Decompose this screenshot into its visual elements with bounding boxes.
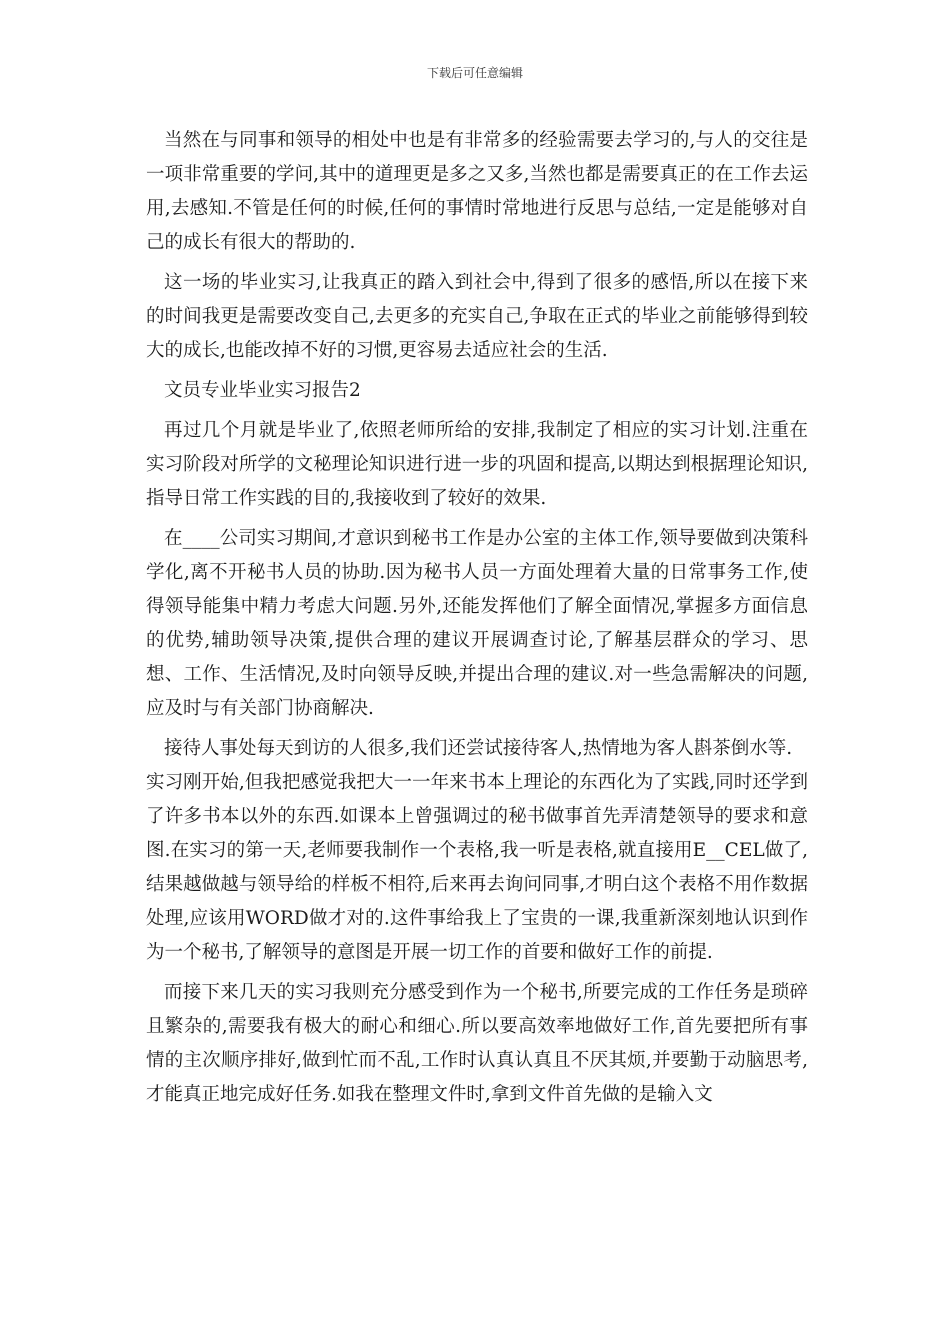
section-heading: 文员专业毕业实习报告2 (164, 380, 361, 401)
paragraph-6: 实习刚开始,但我把感觉我把大一一年来书本上理论的东西化为了实践,同时还学到了许多书本以外的东西.如课本上曾强调过的秘书做事首先弄清楚领导的要求和意图.在实习的第一天,老师要我制作一个表格,我一听是表格,就直接用E__CEL做了,结果越做越与领导给的样板不相符,后来再去询问同事,才明白这个表格不用作数据处理,应该用WORD做才对的.这件事给我上了宝贵的一课,我重新深刻地认识到作为一个秘书,了解领导的意图是开展一切工作的首要和做好工作的前提. (146, 772, 808, 963)
paragraph-4: 在____公司实习期间,才意识到秘书工作是办公室的主体工作,领导要做到决策科学化,离不开秘书人员的协助.因为秘书人员一方面处理着大量的日常事务工作,使得领导能集中精力考虑大问题.另外,还能发挥他们了解全面情况,掌握多方面信息的优势,辅助领导决策,提供合理的建议开展调查讨论,了解基层群众的学习、思想、工作、生活情况,及时向领导反映,并提出合理的建议.对一些急需解决的问题,应及时与有关部门协商解决. (146, 528, 808, 719)
document-body (146, 124, 808, 1112)
paragraph-5: 接待人事处每天到访的人很多,我们还尝试接待客人,热情地为客人斟茶倒水等. (164, 738, 793, 759)
paragraph-7: 而接下来几天的实习我则充分感受到作为一个秘书,所要完成的工作任务是琐碎且繁杂的,需要我有极大的耐心和细心.所以要高效率地做好工作,首先要把所有事情的主次顺序排好,做到忙而不乱,工作时认真认真且不厌其烦,并要勤于动脑思考,才能真正地完成好任务.如我在整理文件时,拿到文件首先做的是输入文 (146, 982, 808, 1105)
page-header-note: 下载后可任意编辑 (426, 66, 523, 80)
paragraph-2: 这一场的毕业实习,让我真正的踏入到社会中,得到了很多的感悟,所以在接下来的时间我更是需要改变自己,去更多的充实自己,争取在正式的毕业之前能够得到较大的成长,也能改掉不好的习惯,更容易去适应社会的生活. (146, 272, 808, 361)
paragraph-1: 当然在与同事和领导的相处中也是有非常多的经验需要去学习的,与人的交往是一项非常重要的学问,其中的道理更是多之又多,当然也都是需要真正的在工作去运用,去感知.不管是任何的时候,任何的事情时常地进行反思与总结,一定是能够对自己的成长有很大的帮助的. (146, 130, 808, 253)
paragraph-3: 再过几个月就是毕业了,依照老师所给的安排,我制定了相应的实习计划.注重在实习阶段对所学的文秘理论知识进行进一步的巩固和提高,以期达到根据理论知识,指导日常工作实践的目的,我接收到了较好的效果. (146, 420, 808, 509)
